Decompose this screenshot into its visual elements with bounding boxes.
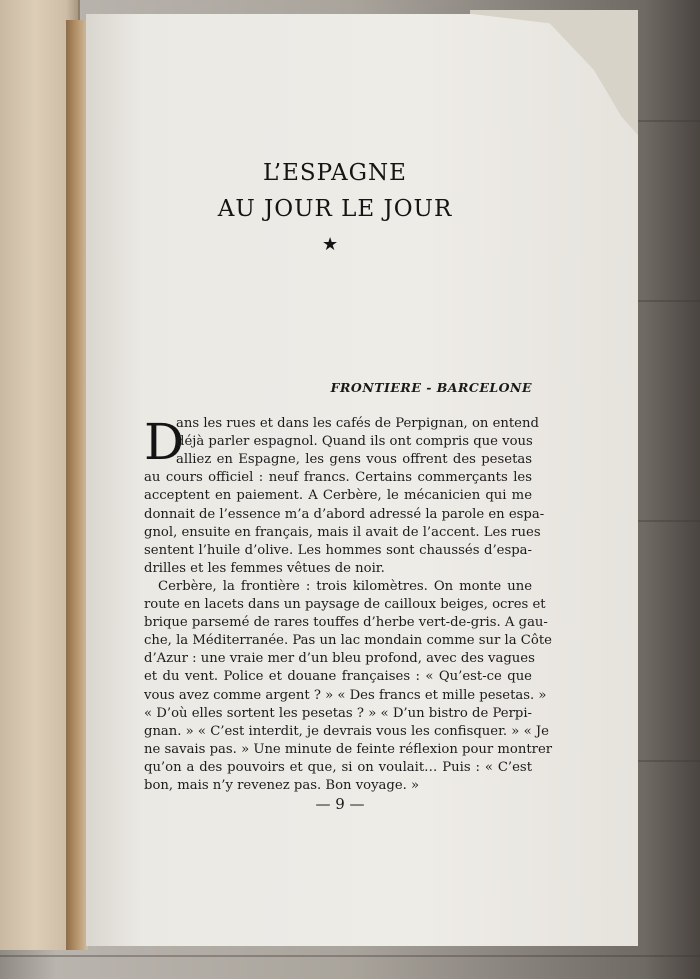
- text-line: alliez en Espagne, les gens vous offrent des pesetas: [176, 452, 532, 468]
- text-line: d’Azur : une vraie mer d’un bleu profond, avec des vagues: [144, 651, 535, 667]
- text-line: che, la Méditerranée. Pas un lac mondain comme sur la Côte: [144, 633, 552, 649]
- text-line: au cours officiel : neuf francs. Certains commerçants les: [144, 470, 532, 486]
- text-line: sentent l’huile d’olive. Les hommes sont chaussés d’espa-: [144, 542, 532, 558]
- text-line: Cerbère, la frontière : trois kilomètres. On monte une: [158, 578, 532, 594]
- text-line: « D’où elles sortent les pesetas ? » « D’un bistro de Perpi-: [144, 705, 532, 721]
- page-number: — 9 —: [315, 795, 365, 813]
- text-line: route en lacets dans un paysage de cailloux beiges, ocres et: [144, 597, 546, 612]
- text-line: donnait de l’essence m’a d’abord adressé la parole en espa-: [144, 506, 545, 522]
- text-line: gnol, ensuite en français, mais il avait de l’accent. Les rues: [144, 524, 541, 540]
- section-location: FRONTIERE - BARCELONE: [330, 380, 532, 395]
- text-line: gnan. » « C’est interdit, je devrais vous les confisquer. » « Je: [144, 723, 549, 739]
- text-line: bon, mais n’y revenez pas. Bon voyage. »: [144, 778, 420, 793]
- star-ornament-icon: ★: [322, 234, 339, 255]
- text-line: qu’on a des pouvoirs et que, si on voulait… Puis : « C’est: [144, 759, 532, 775]
- text-line: et du vent. Police et douane françaises : « Qu’est-ce que: [144, 669, 532, 685]
- text-line: acceptent en paiement. A Cerbère, le mécanicien qui me: [144, 488, 532, 504]
- text-line: brique parsemé de rares touffes d’herbe vert-de-gris. A gau-: [144, 615, 548, 631]
- chapter-title-line-2: AU JOUR LE JOUR: [217, 196, 453, 222]
- drop-cap: D: [144, 413, 185, 471]
- chapter-title-line-1: L’ESPAGNE: [263, 160, 407, 186]
- text-line: vous avez comme argent ? » « Des francs et mille pesetas. »: [144, 687, 547, 703]
- text-line: drilles et les femmes vêtues de noir.: [144, 560, 385, 576]
- text-line: déjà parler espagnol. Quand ils ont compris que vous: [176, 434, 533, 450]
- text-line: ans les rues et dans les cafés de Perpignan, on entend: [176, 416, 539, 431]
- text-line: ne savais pas. » Une minute de feinte réflexion pour montrer: [144, 741, 553, 757]
